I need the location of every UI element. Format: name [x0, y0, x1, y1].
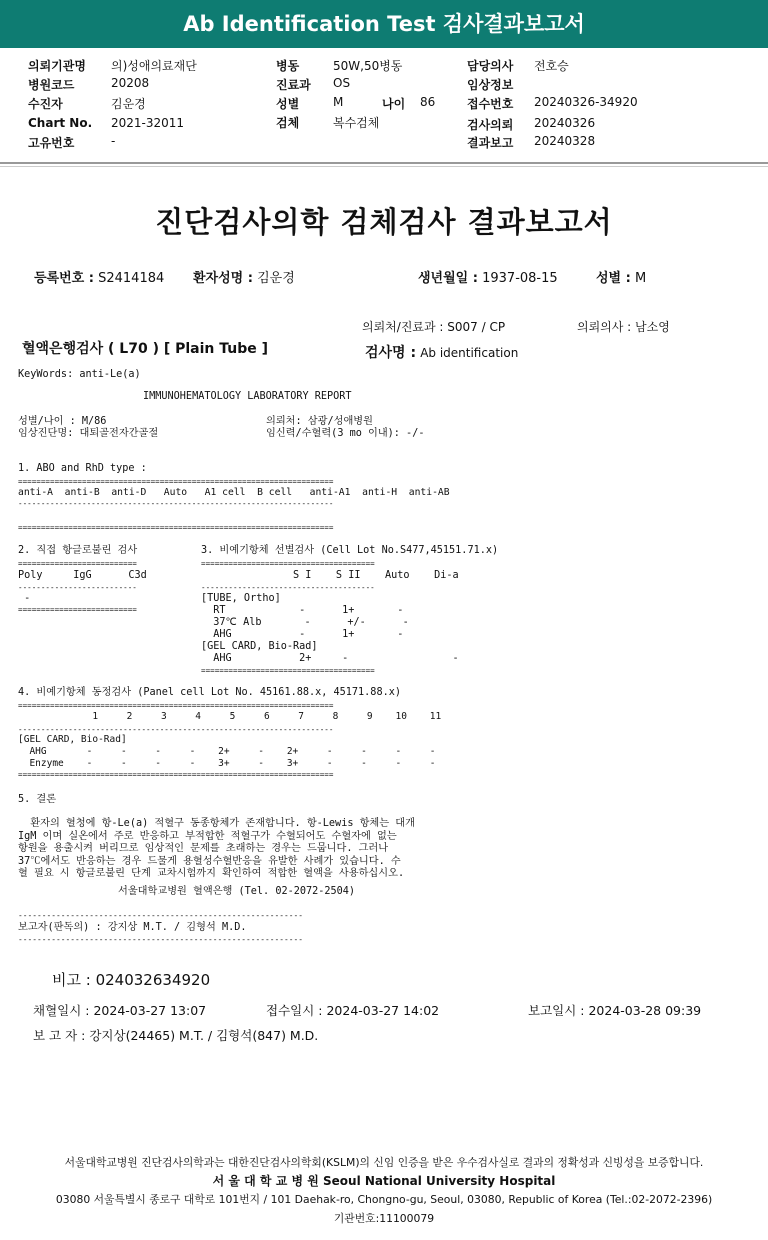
registration-row [34, 267, 164, 286]
certification-text: 서울대학교병원 진단검사의학과는 대한진단검사의학회(KSLM)의 신임 인증을 받은 우수검사실로 결과의 정확성과 신빙성을 보증합니다. [64, 1156, 704, 1169]
receive-row [266, 1001, 439, 1019]
keywords: KeyWords: anti-Le(a) [18, 369, 141, 380]
field-value: M [333, 95, 344, 109]
report-header-title: Ab Identification Test 검사결과보고서 [0, 0, 768, 48]
reporter-line-end: ------------------------------------------------------------ [18, 935, 304, 944]
lab-report-title: IMMUNOHEMATOLOGY LABORATORY REPORT [143, 391, 352, 402]
test-name-label: 검사명 : [365, 345, 417, 361]
test-group: 혈액은행검사 ( L70 ) [ Plain Tube ] [22, 341, 269, 357]
summary-reporter-value: 강지상(24465) M.T. / 김형석(847) M.D. [89, 1028, 319, 1043]
table-row: [GEL CARD, Bio-Rad] [201, 641, 318, 652]
field-label: 고유번호 [28, 136, 75, 150]
header-divider-thin [0, 166, 768, 167]
requester: 의뢰처: 삼광/성애병원 [266, 416, 373, 427]
section2-line-end: ========================== [18, 605, 137, 614]
section3-headers: S I S II Auto Di-a [201, 570, 459, 581]
field-label: Chart No. [28, 116, 93, 130]
table-row: AHG - 1+ - [201, 629, 404, 640]
field-label: 결과보고 [467, 136, 514, 150]
field-label: 검체 [276, 116, 300, 130]
patient-row [193, 267, 295, 286]
report-time-value: 2024-03-28 09:39 [588, 1003, 702, 1018]
section4-rows [18, 734, 436, 770]
dob-value: 1937-08-15 [482, 271, 558, 286]
doctor-info: 의뢰의사 : 남소영 [577, 320, 670, 334]
organization-number: 기관번호:11100079 [333, 1212, 435, 1225]
field-label: 병원코드 [28, 78, 75, 92]
table-row: 37℃ Alb - +/- - [201, 617, 409, 628]
summary-reporter-row [33, 1026, 318, 1044]
conclusion-text: 환자의 혈청에 항-Le(a) 적혈구 동종항체가 존재합니다. 항-Lewis 항체는 대개 IgM 이며 실온에서 주로 반응하고 부적합한 적혈구가 수혈되어도 수혈자에 없는 항원을 용출시켜 버리므로 임상적인 문제를 초래하는 경우는 드뭅니다. 그러나 37℃에서도 반응하는 경우 드물게 용혈성수혈반응을 유발한 사례가 있습니다. 수 혈 필요 시 항글로불린 단계 교차시험까지 확인하여 적합한 혈액을 사용하십시오. [18, 818, 415, 879]
section2-value: - [18, 593, 31, 604]
reg-label: 등록번호 : [34, 271, 94, 286]
note-label: 비고 : [52, 971, 91, 989]
reporter-line: ------------------------------------------------------------ [18, 911, 304, 920]
section1-line-end: ===================================================================== [18, 523, 334, 532]
field-value: 의)성애의료재단 [111, 59, 197, 73]
receive-label: 접수일시 : [266, 1003, 323, 1018]
pregnancy-transfusion: 임신력/수혈력(3 mo 이내): -/- [266, 428, 425, 439]
table-row: Enzyme - - - - 3+ - 3+ - - - - [18, 758, 436, 769]
field-value: 20240328 [534, 134, 596, 148]
field-label: 수진자 [28, 97, 63, 111]
field-value: 2021-32011 [111, 116, 185, 130]
note-value: 024032634920 [95, 971, 211, 989]
table-row: [GEL CARD, Bio-Rad] [18, 734, 127, 745]
section1-headers: anti-A anti-B anti-D Auto A1 cell B cell anti-A1 anti-H anti-AB [18, 487, 450, 498]
field-value: 50W,50병동 [333, 59, 403, 73]
field-value: 전호승 [534, 59, 569, 73]
sex-row [596, 267, 646, 286]
dob-label: 생년월일 : [418, 271, 478, 286]
field-label: 병동 [276, 59, 300, 73]
section3-line: ====================================== [201, 559, 375, 568]
report-time-row [528, 1001, 701, 1019]
sex-value: M [634, 271, 647, 286]
reporter-text: 보고자(판독의) : 강지상 M.T. / 김형석 M.D. [18, 922, 247, 933]
field-value: OS [333, 76, 351, 90]
field-label: 나이 [382, 97, 406, 111]
section2-dash: -------------------------- [18, 583, 137, 592]
section3-line-end: ====================================== [201, 666, 375, 675]
section4-line: ===================================================================== [18, 701, 334, 710]
section4-headers: 1 2 3 4 5 6 7 8 9 10 11 [18, 711, 442, 722]
table-row: RT - 1+ - [201, 605, 404, 616]
field-value: 20240326 [534, 116, 596, 130]
table-row: AHG 2+ - - [201, 653, 459, 664]
diagnosis: 임상진단명: 대퇴골전자간골절 [18, 428, 159, 439]
collect-label: 채혈일시 : [33, 1003, 90, 1018]
section1-line: ===================================================================== [18, 477, 334, 486]
document-title: 진단검사의학 검체검사 결과보고서 [155, 205, 613, 239]
header-divider [0, 162, 768, 164]
field-label: 의뢰기관명 [28, 59, 86, 73]
field-label: 성별 [276, 97, 300, 111]
hospital-name: 서 울 대 학 교 병 원 Seoul National University Hospital [212, 1174, 556, 1188]
dept-info: 의뢰처/진료과 : S007 / CP [362, 320, 506, 334]
summary-reporter-label: 보 고 자 : [33, 1028, 86, 1043]
section3-dash: -------------------------------------- [201, 583, 375, 592]
field-value: 20240326-34920 [534, 95, 638, 109]
hospital-address: 03080 서울특별시 종로구 대학로 101번지 / 101 Daehak-ro, Chongno-gu, Seoul, 03080, Republic of Korea (Tel.:02-2072-2396) [55, 1193, 713, 1206]
sex-age: 성별/나이 : M/86 [18, 416, 107, 427]
section1-title: 1. ABO and RhD type : [18, 463, 147, 474]
test-name-row [365, 342, 518, 362]
header-info [0, 52, 768, 162]
section2-line: ========================== [18, 559, 137, 568]
dob-row [418, 267, 558, 286]
field-label: 검사의뢰 [467, 118, 514, 132]
field-value: 20208 [111, 76, 150, 90]
patient-name: 김운경 [257, 271, 295, 286]
section4-title: 4. 비예기항체 동정검사 (Panel cell Lot No. 45161.88.x, 45171.88.x) [18, 687, 401, 698]
field-label: 접수번호 [467, 97, 514, 111]
note-row [52, 969, 210, 990]
field-value: 86 [420, 95, 436, 109]
section3-rows [201, 593, 459, 665]
section5-title: 5. 결론 [18, 794, 57, 805]
section3-title: 3. 비예기항체 선별검사 (Cell Lot No.S477,45151.71.x) [201, 545, 499, 556]
table-row: AHG - - - - 2+ - 2+ - - - - [18, 746, 436, 757]
field-label: 임상정보 [467, 78, 514, 92]
test-name-value: Ab identification [420, 346, 519, 360]
reg-no: S2414184 [98, 271, 165, 286]
sex-label: 성별 : [596, 271, 631, 286]
section1-dash: --------------------------------------------------------------------- [18, 499, 334, 508]
collect-value: 2024-03-27 13:07 [93, 1003, 207, 1018]
receive-value: 2024-03-27 14:02 [326, 1003, 440, 1018]
field-value: 복수검체 [333, 116, 380, 130]
field-label: 진료과 [276, 78, 311, 92]
table-row: [TUBE, Ortho] [201, 593, 281, 604]
field-value: - [111, 134, 116, 148]
patient-label: 환자성명 : [193, 271, 253, 286]
blood-bank-contact: 서울대학교병원 혈액은행 (Tel. 02-2072-2504) [118, 886, 356, 897]
section2-title: 2. 직접 항글로불린 검사 [18, 545, 138, 556]
report-time-label: 보고일시 : [528, 1003, 585, 1018]
field-value: 김운경 [111, 97, 146, 111]
section4-dash: --------------------------------------------------------------------- [18, 725, 334, 734]
collect-row [33, 1001, 206, 1019]
section4-line-end: ===================================================================== [18, 770, 334, 779]
section2-headers: Poly IgG C3d [18, 570, 147, 581]
field-label: 담당의사 [467, 59, 514, 73]
